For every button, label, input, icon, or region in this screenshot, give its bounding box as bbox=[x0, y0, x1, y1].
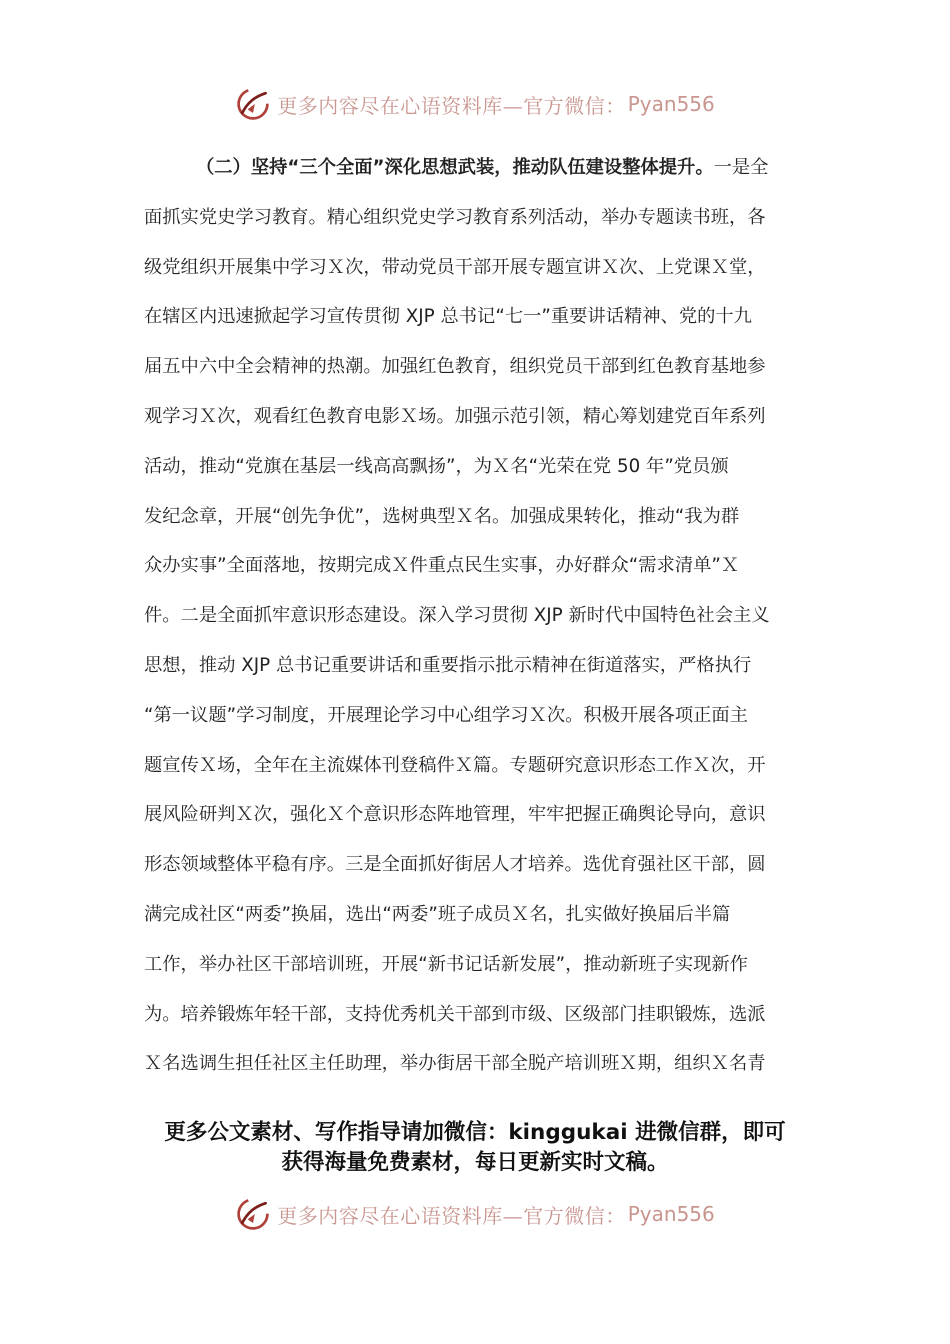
body-line: 级党组织开展集中学习Ｘ次，带动党员干部开展专题宣讲Ｘ次、上党课Ｘ堂， bbox=[144, 256, 766, 278]
body-line: 活动，推动“党旗在基层一线高高飘扬”，为Ｘ名“光荣在党 50 年”党员颁 bbox=[144, 455, 729, 477]
body-line: 在辖区内迅速掀起学习宣传贯彻 XJP 总书记“七一”重要讲话精神、党的十九 bbox=[144, 306, 752, 328]
paragraph-first-line bbox=[144, 143, 808, 193]
body-line: 众办实事”全面落地，按期完成Ｘ件重点民生实事，办好群众“需求清单”Ｘ bbox=[144, 555, 740, 577]
watermark-wechat-id: Pyan556 bbox=[627, 92, 715, 116]
body-line: 题宣传Ｘ场，全年在主流媒体刊登稿件Ｘ篇。专题研究意识形态工作Ｘ次，开 bbox=[144, 754, 766, 776]
body-line: “第一议题”学习制度，开展理论学习中心组学习Ｘ次。积极开展各项正面主 bbox=[144, 704, 748, 726]
body-line: 面抓实党史学习教育。精心组织党史学习教育系列活动，举办专题读书班，各 bbox=[144, 206, 766, 228]
body-line: 思想，推动 XJP 总书记重要讲话和重要指示批示精神在街道落实，严格执行 bbox=[144, 654, 752, 676]
body-line: 形态领域整体平稳有序。三是全面抓好街居人才培养。选优育强社区干部，圆 bbox=[144, 854, 766, 876]
body-line: 届五中六中全会精神的热潮。加强红色教育，组织党员干部到红色教育基地参 bbox=[144, 356, 766, 378]
heading-continuation: 一是全 bbox=[713, 157, 769, 178]
promo-notice bbox=[0, 1118, 950, 1178]
promo-line-1: 更多公文素材、写作指导请加微信：kinggukai 进微信群，即可 bbox=[164, 1120, 786, 1145]
watermark-header bbox=[0, 82, 950, 126]
body-line: 满完成社区“两委”换届，选出“两委”班子成员Ｘ名，扎实做好换届后半篇 bbox=[144, 903, 731, 925]
watermark-text: 更多内容尽在心语资料库—官方微信： bbox=[277, 93, 626, 118]
body-line: 为。培养锻炼年轻干部，支持优秀机关干部到市级、区级部门挂职锻炼，选派 bbox=[144, 1003, 766, 1025]
brand-logo-icon bbox=[235, 1196, 271, 1232]
brand-logo-icon bbox=[235, 86, 271, 122]
promo-line-2: 获得海量免费素材，每日更新实时文稿。 bbox=[281, 1150, 669, 1175]
body-line: 件。二是全面抓牢意识形态建设。深入学习贯彻 XJP 新时代中国特色社会主义 bbox=[144, 605, 770, 627]
body-line: 观学习Ｘ次，观看红色教育电影Ｘ场。加强示范引领，精心筹划建党百年系列 bbox=[144, 405, 766, 427]
body-line: Ｘ名选调生担任社区主任助理，举办街居干部全脱产培训班Ｘ期，组织Ｘ名青 bbox=[144, 1053, 766, 1075]
body-line: 展风险研判Ｘ次，强化Ｘ个意识形态阵地管理，牢牢把握正确舆论导向，意识 bbox=[144, 804, 766, 826]
section-heading: （二）坚持“三个全面”深化思想武装，推动队伍建设整体提升。 bbox=[196, 157, 714, 178]
watermark-text: 更多内容尽在心语资料库—官方微信： bbox=[277, 1203, 626, 1228]
watermark-wechat-id: Pyan556 bbox=[627, 1202, 715, 1226]
body-line: 发纪念章，开展“创先争优”，选树典型Ｘ名。加强成果转化，推动“我为群 bbox=[144, 505, 740, 527]
body-line: 工作，举办社区干部培训班，开展“新书记话新发展”，推动新班子实现新作 bbox=[144, 953, 748, 975]
watermark-footer bbox=[0, 1192, 950, 1236]
document-body bbox=[144, 143, 808, 1089]
